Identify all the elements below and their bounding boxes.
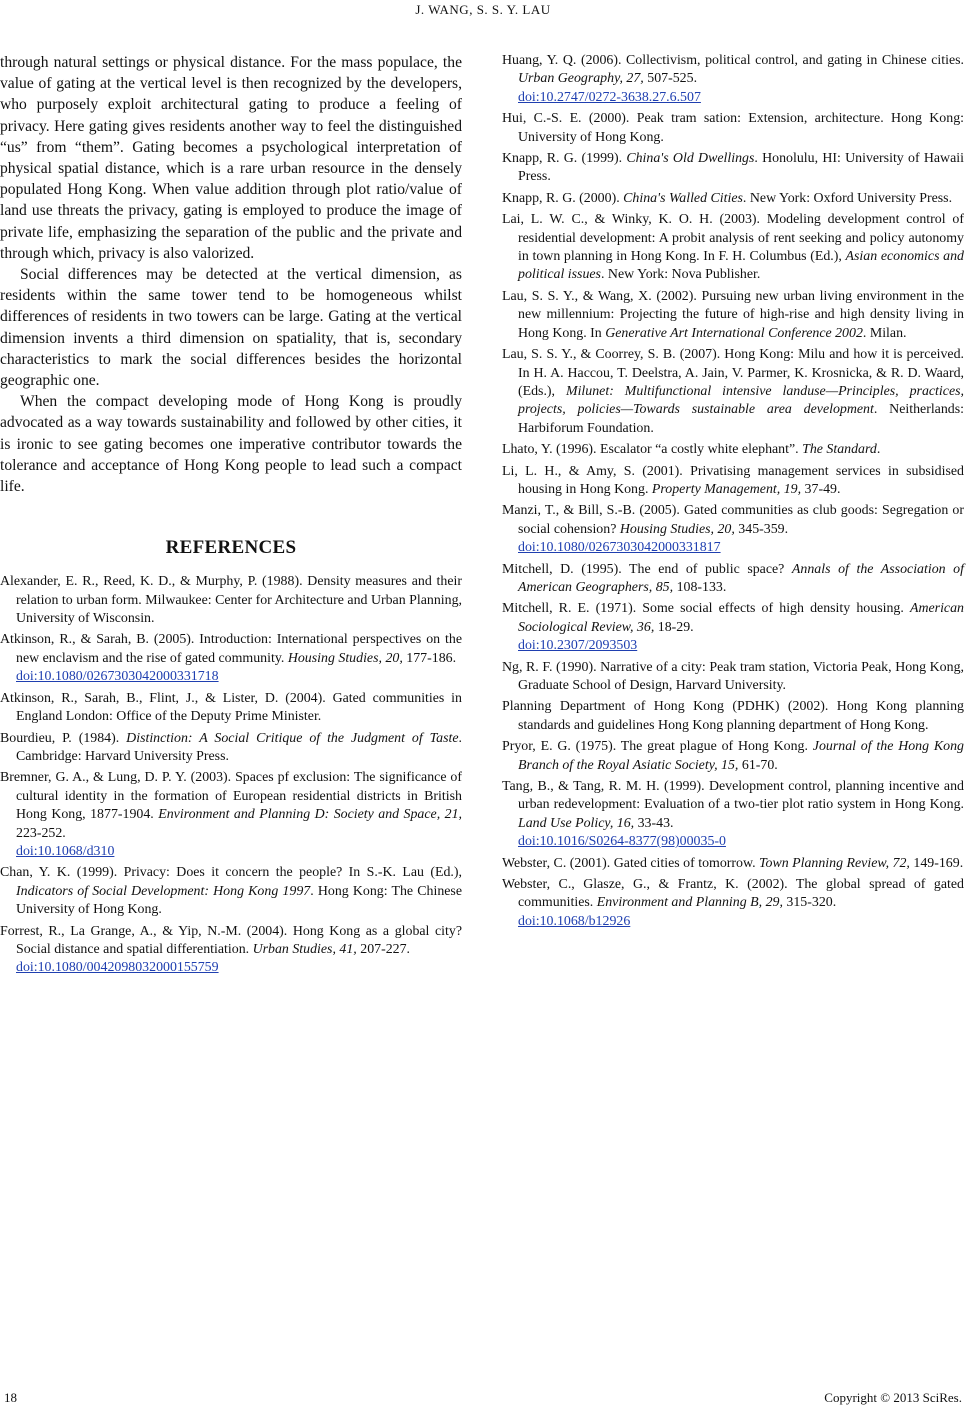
- reference-source-title: Environment and Planning D: Society and Space, 21,: [158, 807, 462, 823]
- reference-text: 207-227.: [356, 941, 411, 957]
- reference-entry: [0, 573, 462, 628]
- reference-text: Knapp, R. G. (2000).: [502, 190, 624, 206]
- reference-entry: [502, 288, 964, 343]
- reference-text: Atkinson, R., & Sarah, B. (2005). Introduction: International perspectives on the new enclavism and the rise of gated community.: [0, 632, 462, 666]
- reference-source-title: Asian economics and political issues: [518, 249, 964, 283]
- reference-source-title: Generative Art International Conference 2002: [605, 325, 863, 341]
- reference-text: Lau, S. S. Y., & Wang, X. (2002). Pursuing new urban living environment in the new millennium: Projecting the future of high-rise and high density living in Hong Kong. In: [502, 288, 964, 341]
- reference-text: 177-186.: [402, 650, 457, 666]
- reference-text: . Hong Kong: The Chinese University of Hong Kong.: [16, 883, 462, 918]
- left-column: [0, 52, 462, 981]
- reference-text: . Milan.: [862, 325, 907, 341]
- reference-source-title: Indicators of Social Development: Hong Kong 1997: [16, 883, 311, 899]
- reference-source-title: Environment and Planning B, 29,: [596, 895, 783, 911]
- reference-source-title: Urban Studies, 41,: [252, 941, 357, 957]
- running-head: J. WANG, S. S. Y. LAU: [415, 2, 551, 17]
- reference-list: [0, 573, 462, 978]
- reference-text: .: [876, 442, 881, 458]
- reference-source-title: Distinction: A Social Critique of the Judgment of Taste: [126, 730, 459, 746]
- reference-text: . Cambridge: Harvard University Press.: [16, 730, 462, 764]
- reference-entry: [502, 502, 964, 557]
- reference-entry: [502, 561, 964, 598]
- reference-text: Bremner, G. A., & Lung, D. P. Y. (2003). Spaces pf exclusion: The significance of cultural identity in the formation of European residential districts in British Hong Kong, 1877-1904.: [0, 770, 462, 823]
- reference-entry: [502, 463, 964, 500]
- reference-text: Bourdieu, P. (1984).: [0, 730, 127, 746]
- reference-text: . New York: Oxford University Press.: [742, 190, 953, 206]
- reference-text: Ng, R. F. (1990). Narrative of a city: Peak tram station, Victoria Peak, Hong Kong, Graduate School of Design, Harvard University.: [502, 659, 964, 693]
- reference-text: 507-525.: [643, 71, 698, 87]
- reference-entry: [502, 346, 964, 438]
- reference-entry: [502, 211, 964, 285]
- reference-text: Planning Department of Hong Kong (PDHK) (2002). Hong Kong planning standards and guidelines Hong Kong planning department of Hong Kong.: [502, 699, 964, 733]
- reference-text: Mitchell, R. E. (1971). Some social effects of high density housing.: [502, 601, 910, 617]
- reference-source-title: Urban Geography, 27,: [518, 71, 644, 87]
- reference-text: Alexander, E. R., Reed, K. D., & Murphy, P. (1988). Density measures and their relation to urban form. Milwaukee: Center for Architecture and Urban Planning, University of Wisconsin.: [0, 574, 462, 627]
- reference-text: . Neitherlands: Harbiforum Foundation.: [518, 402, 964, 436]
- reference-source-title: Housing Studies, 20,: [619, 521, 735, 537]
- reference-entry: [502, 876, 964, 931]
- reference-text: 345-359.: [734, 521, 789, 537]
- reference-entry: [0, 690, 462, 727]
- body-paragraph: When the compact developing mode of Hong Kong is proudly advocated as a way towards sustainability and followed by other cities, it is ironic to see gating becomes one imperative contributor towards the tolerance and acceptance of Hong Kong people to lead such a compact life.: [0, 393, 462, 496]
- doi-link[interactable]: doi:10.1016/S0264-8377(98)00035-0: [518, 834, 726, 850]
- reference-source-title: China's Old Dwellings: [626, 151, 755, 167]
- reference-text: 149-169.: [909, 855, 964, 871]
- doi-link[interactable]: doi:10.1080/0267303042000331817: [518, 540, 721, 556]
- reference-text: Lhato, Y. (1996). Escalator “a costly white elephant”.: [502, 442, 803, 458]
- reference-entry: [0, 769, 462, 861]
- doi-link[interactable]: doi:10.1080/0042098032000155759: [16, 960, 219, 976]
- reference-text: 18-29.: [654, 619, 694, 635]
- reference-source-title: Milunet: Multifunctional intensive landuse—Principles, practices, projects, policies—Towards sustainable area development: [518, 383, 964, 418]
- reference-source-title: Town Planning Review, 72,: [759, 855, 910, 871]
- reference-text: Webster, C. (2001). Gated cities of tomorrow.: [502, 855, 760, 871]
- reference-text: Li, L. H., & Amy, S. (2001). Privatising management services in subsidised housing in Hong Kong.: [502, 463, 964, 497]
- reference-text: . Honolulu, HI: University of Hawaii Press.: [518, 151, 964, 185]
- doi-link[interactable]: doi:10.2307/2093503: [518, 638, 638, 654]
- reference-source-title: Journal of the Hong Kong Branch of the Royal Asiatic Society, 15,: [518, 739, 964, 773]
- reference-text: Hui, C.-S. E. (2000). Peak tram sation: Extension, architecture. Hong Kong: University of Hong Kong.: [502, 111, 964, 145]
- reference-text: Knapp, R. G. (1999).: [502, 151, 627, 167]
- reference-text: 108-133.: [673, 579, 727, 595]
- reference-entry: [502, 738, 964, 775]
- page-number: 18: [4, 1390, 17, 1405]
- reference-entry: [502, 110, 964, 147]
- reference-source-title: Land Use Policy, 16,: [518, 815, 635, 831]
- reference-text: Webster, C., Glasze, G., & Frantz, K. (2002). The global spread of gated communities.: [502, 877, 964, 911]
- reference-source-title: American Sociological Review, 36,: [518, 601, 964, 635]
- doi-link[interactable]: doi:10.2747/0272-3638.27.6.507: [518, 89, 701, 105]
- reference-entry: [502, 190, 964, 208]
- reference-text: Chan, Y. K. (1999). Privacy: Does it concern the people? In S.-K. Lau (Ed.),: [0, 865, 462, 881]
- reference-entry: [0, 730, 462, 767]
- reference-entry: [502, 855, 964, 873]
- reference-list: [502, 52, 964, 931]
- reference-text: Lai, L. W. C., & Winky, K. O. H. (2003). Modeling development control of residential development: A probit analysis of rent seeking and policy autonomy in town planning in Hong Kong. In F. H. Columbus (Ed.),: [502, 212, 964, 265]
- reference-source-title: China's Walled Cities: [623, 190, 743, 206]
- reference-entry: [502, 659, 964, 696]
- reference-source-title: Housing Studies, 20,: [287, 650, 403, 666]
- right-column: [502, 52, 964, 934]
- reference-text: Manzi, T., & Bill, S.-B. (2005). Gated communities as club goods: Segregation or social cohension?: [502, 503, 964, 537]
- reference-text: Mitchell, D. (1995). The end of public space?: [502, 561, 792, 577]
- doi-link[interactable]: doi:10.1068/b12926: [518, 913, 631, 929]
- reference-source-title: The Standard: [802, 442, 877, 458]
- reference-source-title: Property Management, 19,: [651, 481, 802, 497]
- reference-text: Tang, B., & Tang, R. M. H. (1999). Development control, planning incentive and urban redevelopment: Evaluation of a two-tier plot ratio system in Hong Kong.: [502, 779, 964, 813]
- doi-link[interactable]: doi:10.1068/d310: [16, 843, 115, 859]
- reference-entry: [0, 923, 462, 978]
- reference-entry: [502, 600, 964, 655]
- reference-text: Atkinson, R., Sarah, B., Flint, J., & Lister, D. (2004). Gated communities in England London: Office of the Deputy Prime Minister.: [0, 690, 462, 725]
- copyright-notice: Copyright © 2013 SciRes.: [824, 1390, 962, 1405]
- body-paragraph: through natural settings or physical distance. For the mass populace, the value of gating at the vertical level is then recognized by the developers, who purposely exploit architectural gating to produce a feeling of privacy. Here gating gives residents another way to feel the distinguished “us” from “them”. Gating becomes a psychological interpretation of physical spatial distance, which is a rare urban resource in the densely populated Hong Kong. When value addition through plot ratio/value of land use threats the privacy, gating is employed to produce the image of private life, emphasizing the separation of the public and the private and through which, privacy is also valorized.: [0, 54, 462, 262]
- reference-entry: [502, 698, 964, 735]
- reference-text: . New York: Nova Publisher.: [600, 267, 761, 283]
- doi-link[interactable]: doi:10.1080/0267303042000331718: [16, 669, 219, 685]
- reference-text: Lau, S. S. Y., & Coorrey, S. B. (2007). Hong Kong: Milu and how it is perceived. In H. A. Haccou, T. Deelstra, A. Jain, V. Parmer, K. Krosnicka, & R. D. Waard, (Eds.),: [502, 347, 964, 399]
- reference-text: Forrest, R., La Grange, A., & Yip, N.-M. (2004). Hong Kong as a global city? Social distance and spatial differentiation.: [0, 923, 462, 957]
- reference-source-title: Annals of the Association of American Geographers, 85,: [518, 561, 964, 595]
- reference-text: 315-320.: [782, 895, 837, 911]
- reference-entry: [0, 631, 462, 686]
- reference-text: Huang, Y. Q. (2006). Collectivism, political control, and gating in Chinese cities.: [502, 53, 964, 68]
- references-heading: REFERENCES: [165, 537, 297, 559]
- reference-entry: [502, 441, 964, 459]
- reference-text: 33-43.: [634, 815, 674, 831]
- reference-text: 37-49.: [801, 481, 841, 497]
- body-paragraph: Social differences may be detected at the vertical dimension, as residents within the same tower tend to be homogeneous whilst differences of residents in two towers can be large. Gating at the vertical dimension invents a third dimension on spatiality, that is, secondary characteristics to mark the social differences besides the horizontal geographic one.: [0, 266, 462, 390]
- reference-entry: [502, 52, 964, 107]
- reference-entry: [502, 778, 964, 852]
- reference-text: 223-252.: [16, 825, 66, 841]
- reference-text: Pryor, E. G. (1975). The great plague of Hong Kong.: [502, 739, 813, 755]
- reference-text: 61-70.: [738, 757, 778, 773]
- reference-entry: [0, 864, 462, 919]
- reference-entry: [502, 150, 964, 187]
